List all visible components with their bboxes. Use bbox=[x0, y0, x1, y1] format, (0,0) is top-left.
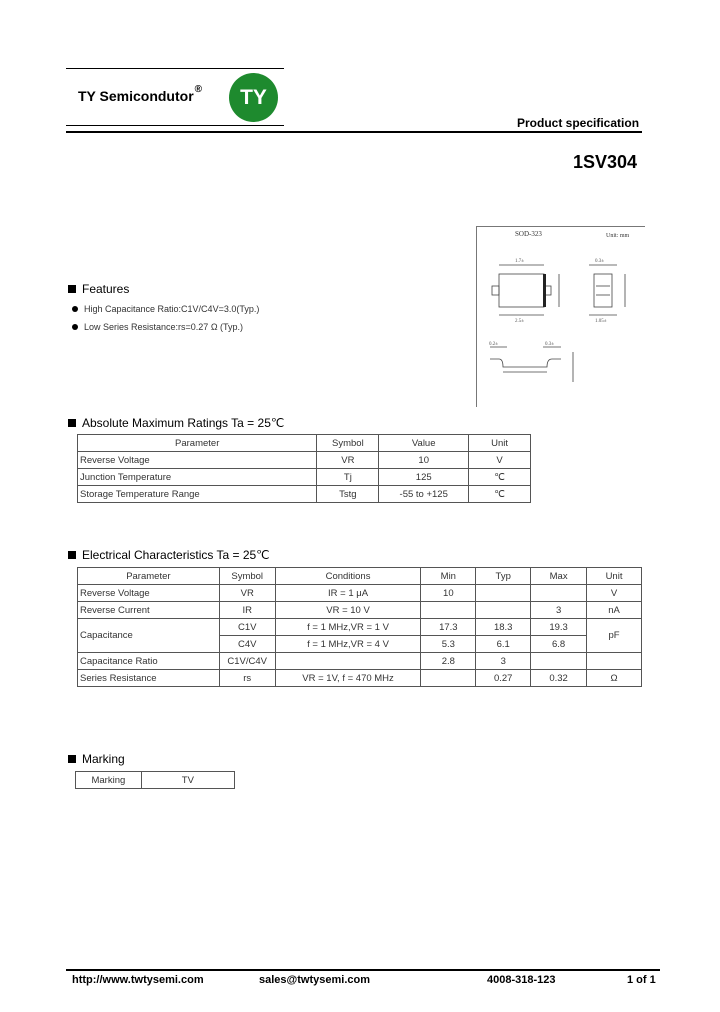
conditions-cell bbox=[275, 653, 421, 670]
symbol-cell: Tj bbox=[317, 469, 379, 486]
header-cell: Min bbox=[421, 568, 476, 585]
abs-max-table bbox=[77, 434, 531, 503]
value-cell: -55 to +125 bbox=[379, 486, 469, 503]
dimension-label: 0.2± bbox=[489, 342, 498, 347]
max-cell bbox=[531, 653, 587, 670]
unit-cell: pF bbox=[587, 619, 642, 653]
header-short-rule bbox=[66, 125, 284, 126]
feature-item bbox=[72, 322, 243, 332]
electrical-characteristics-table bbox=[77, 567, 642, 687]
dimension-label: 0.3± bbox=[595, 259, 604, 264]
unit-cell: nA bbox=[587, 602, 642, 619]
package-outline-drawing bbox=[476, 226, 645, 407]
max-cell bbox=[531, 585, 587, 602]
min-cell: 2.8 bbox=[421, 653, 476, 670]
abs-max-heading bbox=[68, 416, 284, 430]
typ-cell: 18.3 bbox=[476, 619, 531, 636]
header-cell: Parameter bbox=[78, 435, 317, 452]
max-cell: 19.3 bbox=[531, 619, 587, 636]
header-cell: Unit bbox=[469, 435, 531, 452]
conditions-cell: f = 1 MHz,VR = 4 V bbox=[275, 636, 421, 653]
symbol-cell: Tstg bbox=[317, 486, 379, 503]
header-cell: Conditions bbox=[275, 568, 421, 585]
symbol-cell: VR bbox=[219, 585, 275, 602]
conditions-cell: f = 1 MHz,VR = 1 V bbox=[275, 619, 421, 636]
param-cell: Storage Temperature Range bbox=[78, 486, 317, 503]
header-top-rule bbox=[66, 68, 284, 69]
param-cell: Reverse Current bbox=[78, 602, 220, 619]
typ-cell: 3 bbox=[476, 653, 531, 670]
bullet-dot-icon bbox=[72, 306, 78, 312]
features-title: Features bbox=[82, 282, 130, 296]
param-cell: Reverse Voltage bbox=[78, 585, 220, 602]
min-cell: 17.3 bbox=[421, 619, 476, 636]
table-row bbox=[76, 772, 235, 789]
package-unit-note: Unit: mm bbox=[606, 233, 630, 239]
header-cell: Symbol bbox=[317, 435, 379, 452]
header-cell: Value bbox=[379, 435, 469, 452]
registered-mark: ® bbox=[194, 84, 203, 95]
typ-cell: 6.1 bbox=[476, 636, 531, 653]
min-cell: 10 bbox=[421, 585, 476, 602]
min-cell: 5.3 bbox=[421, 636, 476, 653]
footer-rule bbox=[66, 969, 660, 971]
table-row-capacitance-c1v bbox=[78, 619, 642, 636]
elec-title: Electrical Characteristics Ta = 25℃ bbox=[82, 548, 270, 562]
conditions-cell: VR = 1V, f = 470 MHz bbox=[275, 670, 421, 687]
min-cell bbox=[421, 602, 476, 619]
table-header-row bbox=[78, 435, 531, 452]
unit-cell: ℃ bbox=[469, 469, 531, 486]
unit-cell: V bbox=[587, 585, 642, 602]
header-cell: Unit bbox=[587, 568, 642, 585]
value-cell: 10 bbox=[379, 452, 469, 469]
marking-value-cell: TV bbox=[141, 772, 234, 789]
elec-heading bbox=[68, 548, 270, 562]
typ-cell: 0.27 bbox=[476, 670, 531, 687]
table-header-row bbox=[78, 568, 642, 585]
table-row-series-resistance bbox=[78, 670, 642, 687]
footer-page-number: 1 of 1 bbox=[627, 974, 656, 986]
symbol-cell: rs bbox=[219, 670, 275, 687]
bullet-square-icon bbox=[68, 419, 76, 427]
dimension-label: 2.5± bbox=[515, 319, 524, 324]
max-cell: 0.32 bbox=[531, 670, 587, 687]
unit-cell bbox=[587, 653, 642, 670]
table-row bbox=[78, 486, 531, 503]
typ-cell bbox=[476, 602, 531, 619]
company-name-text: TY Semicondutor bbox=[78, 88, 194, 104]
package-name: SOD-323 bbox=[515, 230, 542, 238]
max-cell: 6.8 bbox=[531, 636, 587, 653]
footer-phone: 4008-318-123 bbox=[487, 974, 556, 986]
unit-cell: ℃ bbox=[469, 486, 531, 503]
header-cell: Max bbox=[531, 568, 587, 585]
feature-text: Low Series Resistance:rs=0.27 Ω (Typ.) bbox=[84, 322, 244, 332]
max-cell: 3 bbox=[531, 602, 587, 619]
symbol-cell: C4V bbox=[219, 636, 275, 653]
dimension-label: 1.7± bbox=[515, 259, 524, 264]
features-heading bbox=[68, 282, 129, 296]
marking-table bbox=[75, 771, 235, 789]
bullet-square-icon bbox=[68, 285, 76, 293]
bullet-square-icon bbox=[68, 755, 76, 763]
header-cell: Symbol bbox=[219, 568, 275, 585]
part-number: 1SV304 bbox=[573, 152, 638, 172]
header-main-rule bbox=[66, 131, 642, 133]
header-cell: Parameter bbox=[78, 568, 220, 585]
lead-left bbox=[492, 286, 499, 295]
bullet-square-icon bbox=[68, 551, 76, 559]
product-specification-label: Product specification bbox=[517, 116, 640, 130]
unit-cell: V bbox=[469, 452, 531, 469]
package-profile bbox=[490, 359, 561, 367]
bullet-dot-icon bbox=[72, 324, 78, 330]
package-dimension-svg bbox=[477, 227, 645, 407]
feature-item bbox=[72, 304, 259, 314]
symbol-cell: C1V/C4V bbox=[219, 653, 275, 670]
conditions-cell: IR = 1 μA bbox=[275, 585, 421, 602]
table-row-reverse-current bbox=[78, 602, 642, 619]
table-row bbox=[78, 469, 531, 486]
param-cell: Capacitance bbox=[78, 619, 220, 653]
table-row-capacitance-ratio bbox=[78, 653, 642, 670]
unit-cell: Ω bbox=[587, 670, 642, 687]
param-cell: Junction Temperature bbox=[78, 469, 317, 486]
param-cell: Series Resistance bbox=[78, 670, 220, 687]
symbol-cell: VR bbox=[317, 452, 379, 469]
footer-url[interactable]: http://www.twtysemi.com bbox=[72, 974, 204, 986]
marking-label-cell: Marking bbox=[76, 772, 142, 789]
feature-text: High Capacitance Ratio:C1V/C4V=3.0(Typ.) bbox=[84, 304, 260, 314]
min-cell bbox=[421, 670, 476, 687]
abs-max-title: Absolute Maximum Ratings Ta = 25℃ bbox=[82, 416, 285, 430]
company-logo: TY bbox=[229, 73, 278, 122]
param-cell: Reverse Voltage bbox=[78, 452, 317, 469]
package-body-side bbox=[594, 274, 612, 307]
company-name bbox=[78, 84, 203, 104]
value-cell: 125 bbox=[379, 469, 469, 486]
conditions-cell: VR = 10 V bbox=[275, 602, 421, 619]
package-body-top bbox=[499, 274, 544, 307]
typ-cell bbox=[476, 585, 531, 602]
dimension-label: 1.05± bbox=[595, 319, 607, 324]
marking-heading bbox=[68, 752, 125, 766]
table-row bbox=[78, 452, 531, 469]
header-cell: Typ bbox=[476, 568, 531, 585]
dimension-label: 0.3± bbox=[545, 342, 554, 347]
param-cell: Capacitance Ratio bbox=[78, 653, 220, 670]
table-row-reverse-voltage bbox=[78, 585, 642, 602]
symbol-cell: IR bbox=[219, 602, 275, 619]
marking-title: Marking bbox=[82, 752, 125, 766]
symbol-cell: C1V bbox=[219, 619, 275, 636]
footer-email[interactable]: sales@twtysemi.com bbox=[259, 974, 370, 986]
cathode-band bbox=[543, 274, 546, 307]
